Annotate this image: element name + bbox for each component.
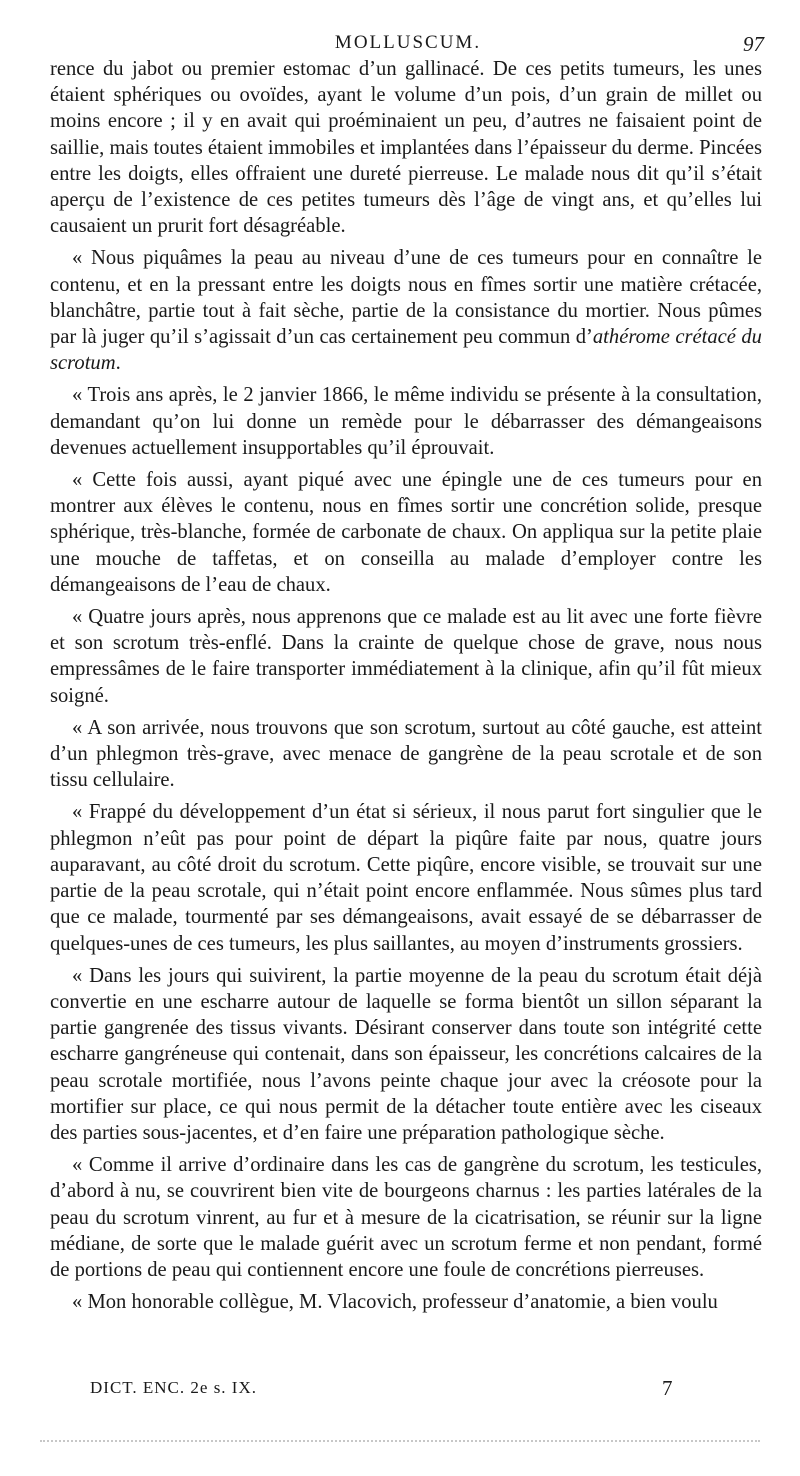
paragraph: « Frappé du développement d’un état si sérieux, il nous parut fort singulier que le phlegmon n’eût pas pour point de départ la piqûre faite par nous, quatre jours auparavant, au côté droit du scrotum. Cette piqûre, encore visible, se trouvait sur une partie de la peau scrotale, qui n’était point encore enflammée. Nous sûmes plus tard que ce malade, tourmenté par ses démangeaisons, avait essayé de se débarrasser de quelques-unes de ces tumeurs, les plus saillantes, au moyen d’instruments grossiers. — [50, 801, 762, 955]
paragraph: « Trois ans après, le 2 janvier 1866, le même individu se présente à la consultation, demandant qu’on lui donne un remède pour le débarrasser des démangeaisons devenues actuellement insupportables qu’il éprouvait. — [50, 384, 762, 459]
italic-term: athérome crétacé du scrotum — [50, 326, 762, 375]
scan-artifact-line — [40, 1440, 760, 1446]
paragraph: « Cette fois aussi, ayant piqué avec une épingle une de ces tumeurs pour en montrer aux élèves le contenu, nous en fîmes sortir une concrétion solide, presque sphérique, très-blanche, formée de carbonate de chaux. On appliqua sur la petite plaie une mouche de taffetas, et on conseilla au malade d’employer contre les démangeaisons de l’eau de chaux. — [50, 469, 762, 596]
body-text — [50, 56, 762, 1315]
page-number: 97 — [743, 32, 764, 56]
signature-mark: DICT. ENC. 2e s. IX. — [90, 1378, 257, 1397]
paragraph-text: « Nous piquâmes la peau au niveau d’une de ces tumeurs pour en connaître le contenu, et en la pressant entre les doigts nous en fîmes sortir une matière crétacée, blanchâtre, partie tout à fait sèche, partie de la consistance du mortier. Nous pûmes par là juger qu’il s’agissait d’un cas certainement peu commun d’ — [50, 247, 762, 349]
paragraph: « Quatre jours après, nous apprenons que ce malade est au lit avec une forte fièvre et son scrotum très-enflé. Dans la crainte de quelque chose de grave, nous nous empressâmes de le faire transporter immédiatement à la clinique, afin qu’il fût mieux soigné. — [50, 606, 762, 707]
paragraph: « Dans les jours qui suivirent, la partie moyenne de la peau du scrotum était déjà convertie en une escharre autour de laquelle se forma bientôt un sillon séparant la partie gangrenée des tissus vivants. Désirant conserver dans toute son intégrité cette escharre gangréneuse qui contenait, dans son épaisseur, les concrétions calcaires de la peau scrotale mortifiée, nous l’avons peinte chaque jour avec la créosote pour la mortifier sur place, ce qui nous permit de la détacher toute entière avec les ciseaux des parties sous-jacentes, et d’en faire une préparation pathologique sèche. — [50, 964, 762, 1144]
paragraph-text: . — [115, 352, 121, 375]
paragraph: « Mon honorable collègue, M. Vlacovich, professeur d’anatomie, a bien voulu — [72, 1291, 718, 1314]
running-head — [48, 30, 768, 58]
sheet-number: 7 — [662, 1376, 673, 1400]
paragraph: « Comme il arrive d’ordinaire dans les cas de gangrène du scrotum, les testicules, d’abord à nu, se couvrirent bien vite de bourgeons charnus : les parties latérales de la peau du scrotum vinrent, au fur et à mesure de la cicatrisation, se réunir sur la ligne médiane, de sorte que le malade guérit avec un scrotum ferme et non pendant, formé de portions de peau qui contiennent encore une foule de concrétions pierreuses. — [50, 1154, 762, 1281]
paragraph-continued: rence du jabot ou premier estomac d’un gallinacé. De ces petits tumeurs, les unes étaient sphériques ou ovoïdes, ayant le volume d’un pois, d’un grain de millet ou moins encore ; il y en avait qui proéminaient un peu, d’autres ne faisaient point de saillie, mais toutes étaient immobiles et implantées dans l’épaisseur du derme. Pincées entre les doigts, elles offraient une dureté pierreuse. Le malade nous dit qu’il s’était aperçu de l’existence de ces petites tumeurs dès l’âge de vingt ans, et qu’elles lui causaient un prurit fort désagréable. — [50, 58, 763, 238]
running-title: MOLLUSCUM. — [334, 32, 482, 53]
page-footer — [90, 1378, 710, 1408]
paragraph — [50, 245, 762, 376]
paragraph: « A son arrivée, nous trouvons que son scrotum, surtout au côté gauche, est atteint d’un phlegmon très-grave, avec menace de gangrène de la peau scrotale et de son tissu cellulaire. — [50, 716, 762, 792]
